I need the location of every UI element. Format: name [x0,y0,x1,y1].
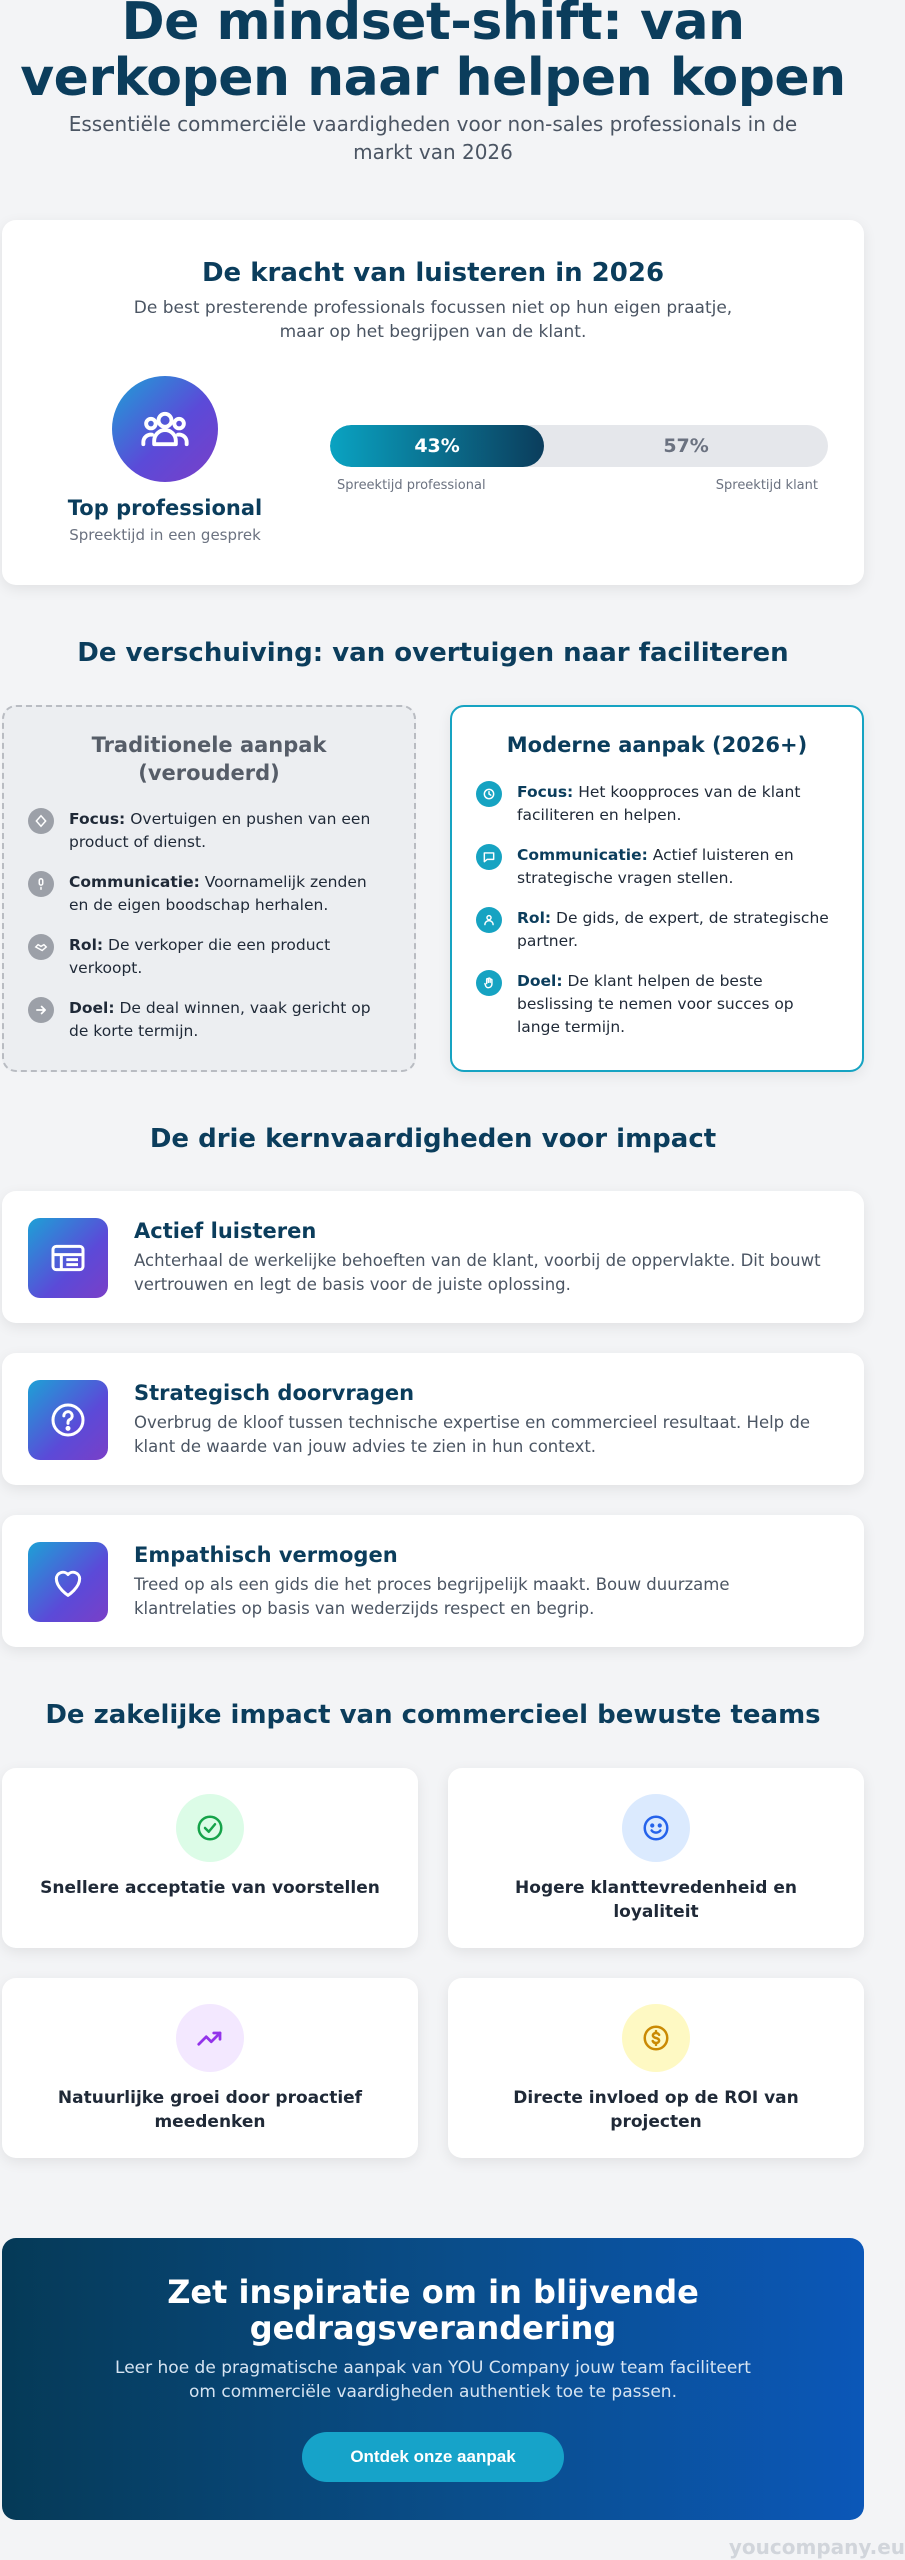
list-item [476,844,838,890]
impact-text: Natuurlijke groei door proactief meedenken [57,2088,363,2132]
list-item [476,970,838,1039]
client-share [544,425,828,467]
item-key: Doel: [517,972,563,990]
question-icon [28,1380,108,1460]
professional-percentage: 43% [414,435,460,457]
cta-subtitle: Leer hoe de pragmatische aanpak van YOU Company jouw team faciliteert om commerciële vaardigheden authentiek toe te passen. [115,2358,751,2402]
skill-card-strategic-questioning [2,1353,864,1485]
impact-text: Snellere acceptatie van voorstellen [40,1878,380,1898]
list-item [476,781,838,827]
item-key: Communicatie: [69,873,200,891]
shift-section-title: De verschuiving: van overtuigen naar faciliteren [77,638,789,668]
check-circle-icon [176,1794,244,1862]
profile-subtitle: Spreektijd in een gesprek [69,526,261,544]
list-item [28,934,390,980]
brand-watermark: youcompany.eu [728,2535,905,2559]
client-percentage: 57% [663,435,709,457]
impact-text: Directe invloed op de ROI van projecten [513,2088,799,2132]
item-text: Overtuigen en pushen van een product of dienst. [69,810,371,851]
item-key: Focus: [69,810,126,828]
skill-title: Actief luisteren [134,1219,317,1243]
skill-description: Treed op als een gids die het proces begrijpelijk maakt. Bouw duurzame klantrelaties op basis van wederzijds respect en begrip. [134,1575,730,1618]
hand-icon [476,970,502,996]
impact-card [2,1768,418,1948]
handshake-icon [28,934,54,960]
traditional-approach-card [2,705,416,1072]
coin-icon [622,2004,690,2072]
item-text: De gids, de expert, de strategische partner. [517,909,829,950]
target-icon [28,808,54,834]
heart-icon [28,1542,108,1622]
item-key: Rol: [69,936,104,954]
trend-up-icon [176,2004,244,2072]
impact-section-title: De zakelijke impact van commercieel bewuste teams [45,1700,821,1730]
skill-title: Empathisch vermogen [134,1543,398,1567]
list-item [28,871,390,917]
modern-approach-card [450,705,864,1072]
discover-approach-button[interactable]: Ontdek onze aanpak [302,2432,564,2482]
impact-card [448,1768,864,1948]
item-text: Actief luisteren en strategische vragen stellen. [517,846,794,887]
clock-icon [476,781,502,807]
team-icon [112,376,218,482]
skill-title: Strategisch doorvragen [134,1381,415,1405]
skill-card-empathy [2,1515,864,1647]
impact-text: Hogere klanttevredenheid en loyaliteit [515,1878,797,1922]
chat-icon [476,844,502,870]
cta-banner [2,2238,864,2520]
skill-description: Achterhaal de werkelijke behoeften van de klant, voorbij de oppervlakte. Dit bouwt vertrouwen en legt de basis voor de juiste oplossing. [134,1251,821,1294]
microphone-icon [28,871,54,897]
profile-title: Top professional [67,496,263,520]
skill-card-active-listening [2,1191,864,1323]
speaking-time-bar [330,425,828,467]
item-text: Voornamelijk zenden en de eigen boodschap herhalen. [69,873,367,914]
item-key: Doel: [69,999,115,1017]
traditional-title: Traditionele aanpak (verouderd) [91,733,327,785]
item-key: Focus: [517,783,574,801]
item-text: De deal winnen, vaak gericht op de korte termijn. [69,999,371,1040]
page-title: De mindset-shift: van verkopen naar helpen kopen [20,0,846,108]
item-key: Communicatie: [517,846,648,864]
smile-icon [622,1794,690,1862]
item-text: Het koopproces van de klant faciliteren en helpen. [517,783,801,824]
client-label: Spreektijd klant [715,478,818,493]
arrow-right-icon [28,997,54,1023]
list-item [28,808,390,854]
modern-title: Moderne aanpak (2026+) [506,733,808,757]
listening-description: De best presterende professionals focussen niet op hun eigen praatje, maar op het begrijpen van de klant. [133,298,733,342]
skill-description: Overbrug de kloof tussen technische expertise en commercieel resultaat. Help de klant de waarde van jouw advies te zien in hun context. [134,1413,811,1456]
item-text: De klant helpen de beste beslissing te nemen voor succes op lange termijn. [517,972,794,1036]
impact-card [2,1978,418,2158]
impact-card [448,1978,864,2158]
page-subtitle: Essentiële commerciële vaardigheden voor non-sales professionals in de markt van 2026 [68,112,798,164]
user-guide-icon [476,907,502,933]
item-text: De verkoper die een product verkoopt. [69,936,331,977]
professional-share-fill [330,425,544,467]
cta-title: Zet inspiratie om in blijvende gedragsverandering [167,2273,699,2347]
list-icon [28,1218,108,1298]
professional-label: Spreektijd professional [337,478,486,493]
listening-card [2,220,864,585]
skills-section-title: De drie kernvaardigheden voor impact [149,1124,717,1154]
item-key: Rol: [517,909,552,927]
list-item [28,997,390,1043]
list-item [476,907,838,953]
listening-title: De kracht van luisteren in 2026 [201,258,665,288]
